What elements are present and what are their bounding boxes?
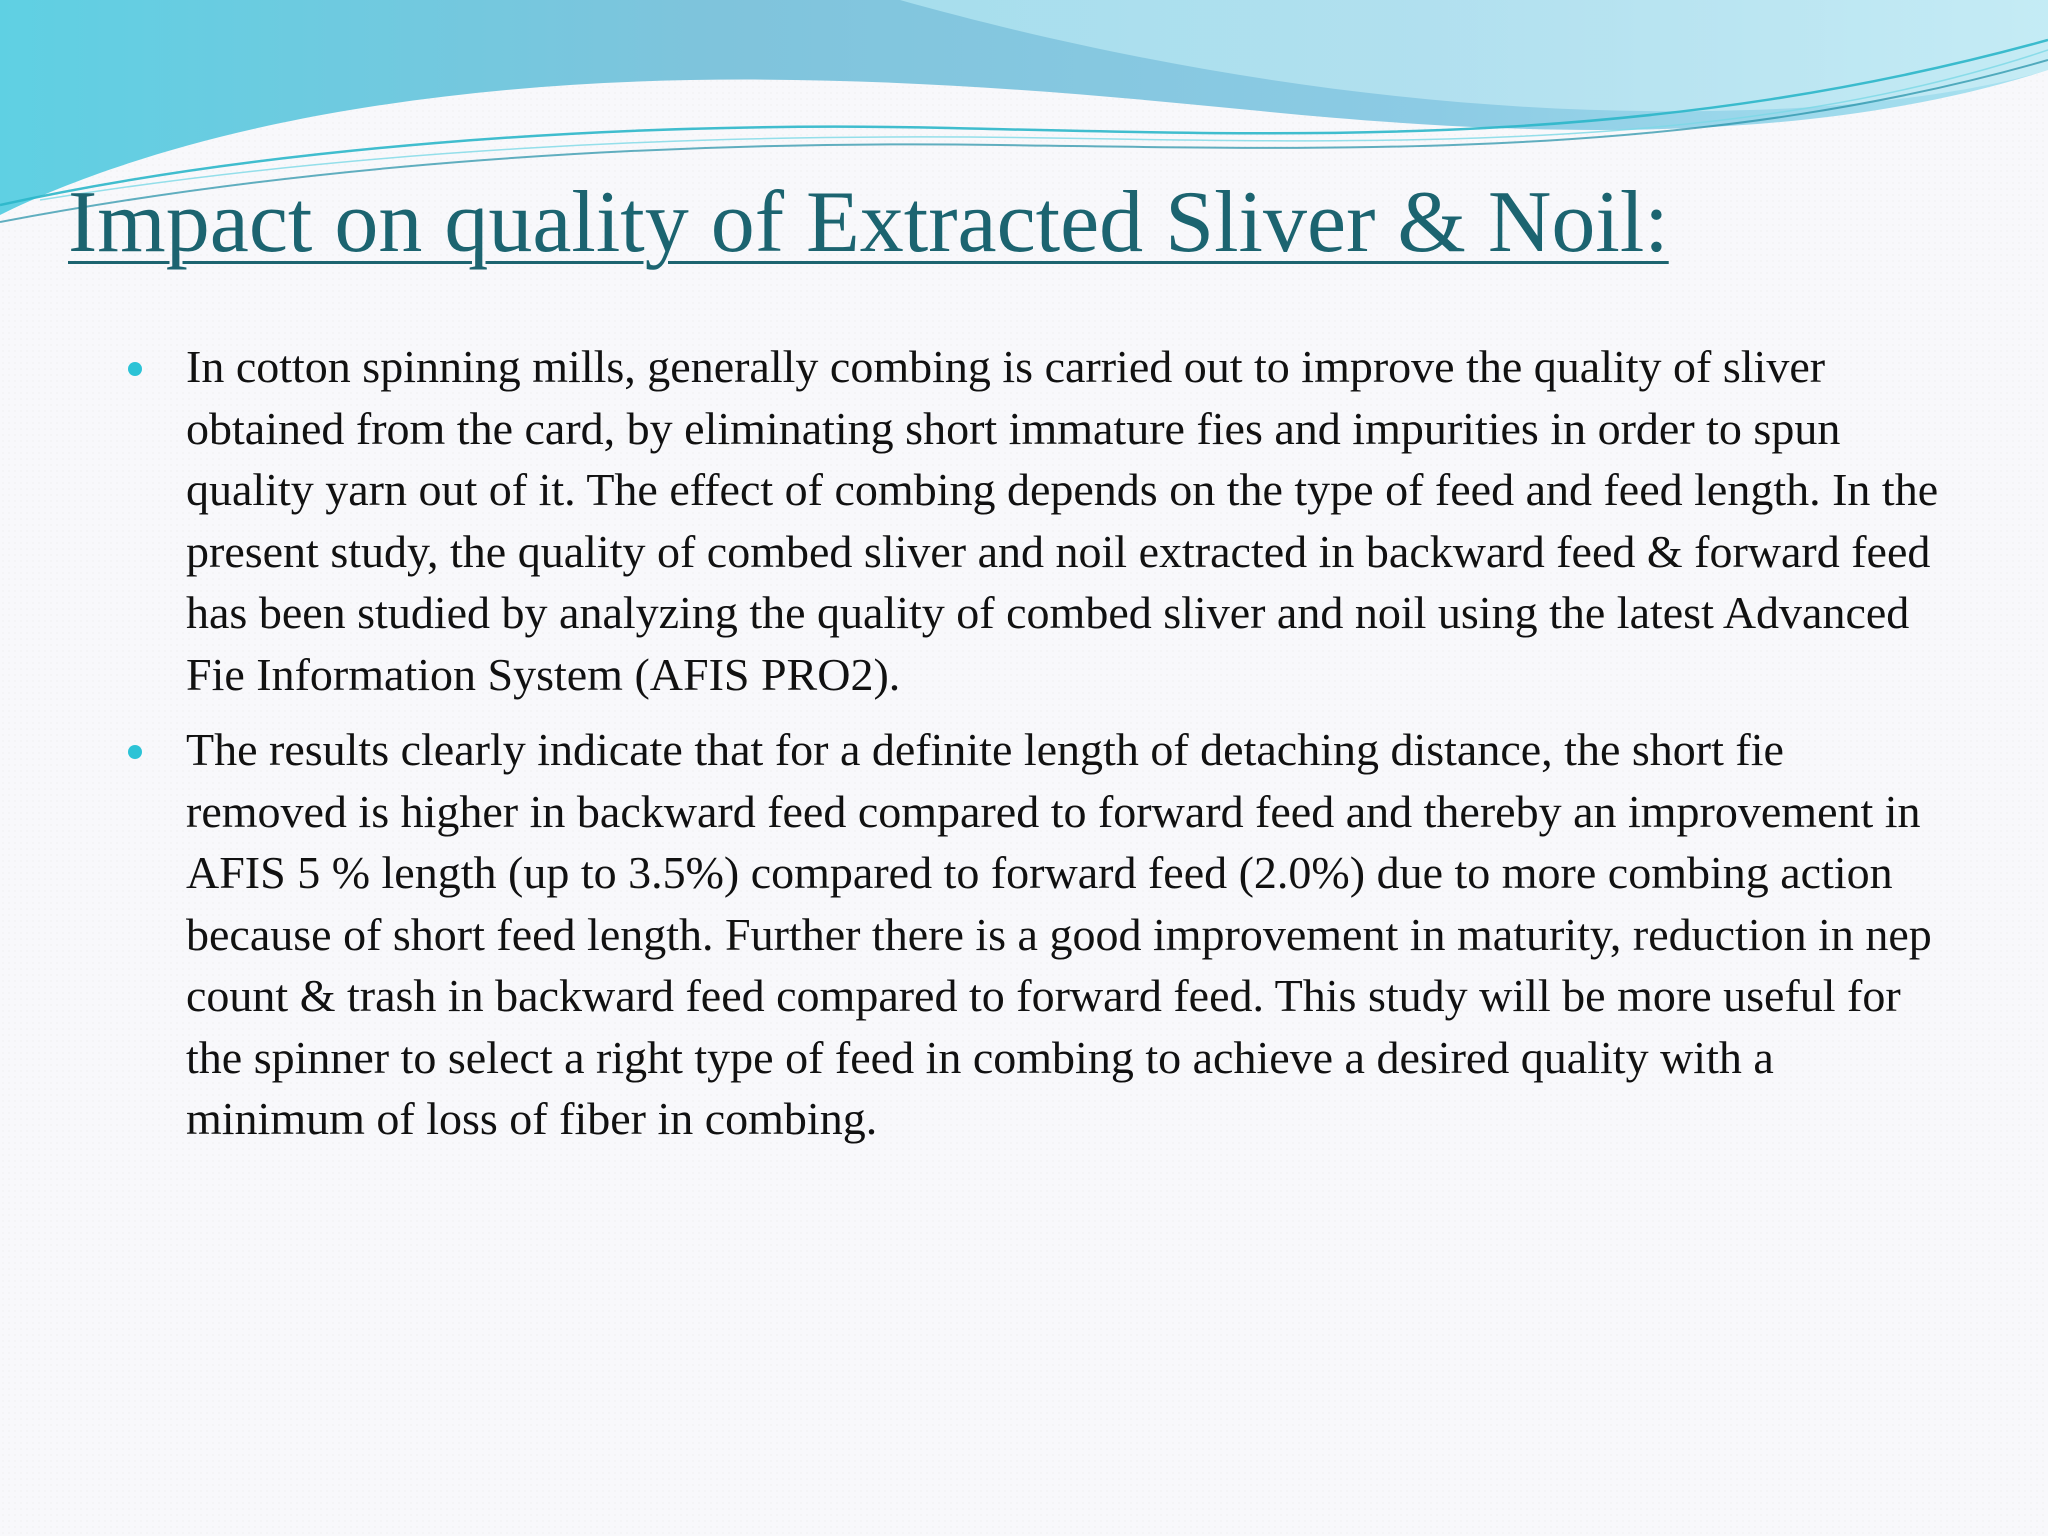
bullet-dot-icon [128, 362, 142, 376]
bullet-item [120, 336, 1940, 705]
bullet-dot-icon [128, 745, 142, 759]
bullet-text: The results clearly indicate that for a definite length of detaching distance, the short fie removed is higher in backward feed compared to forward feed and thereby an improvement in AFIS 5 % length (up to 3.5%) compared to forward feed (2.0%) due to more combing action because of short feed length. Further there is a good improvement in maturity, reduction in nep count & trash in backward feed compared to forward feed. This study will be more useful for the spinner to select a right type of feed in combing to achieve a desired quality with a minimum of loss of fiber in combing. [186, 724, 1932, 1144]
bullet-list [120, 336, 1940, 1150]
bullet-item [120, 719, 1940, 1150]
slide-title: Impact on quality of Extracted Sliver & Noil: [68, 174, 1669, 271]
bullet-text: In cotton spinning mills, generally combing is carried out to improve the quality of sliver obtained from the card, by eliminating short immature fies and impurities in order to spun quality yarn out of it. The effect of combing depends on the type of feed and feed length. In the present study, the quality of combed sliver and noil extracted in backward feed & forward feed has been studied by analyzing the quality of combed sliver and noil using the latest Advanced Fie Information System (AFIS PRO2). [186, 341, 1939, 700]
